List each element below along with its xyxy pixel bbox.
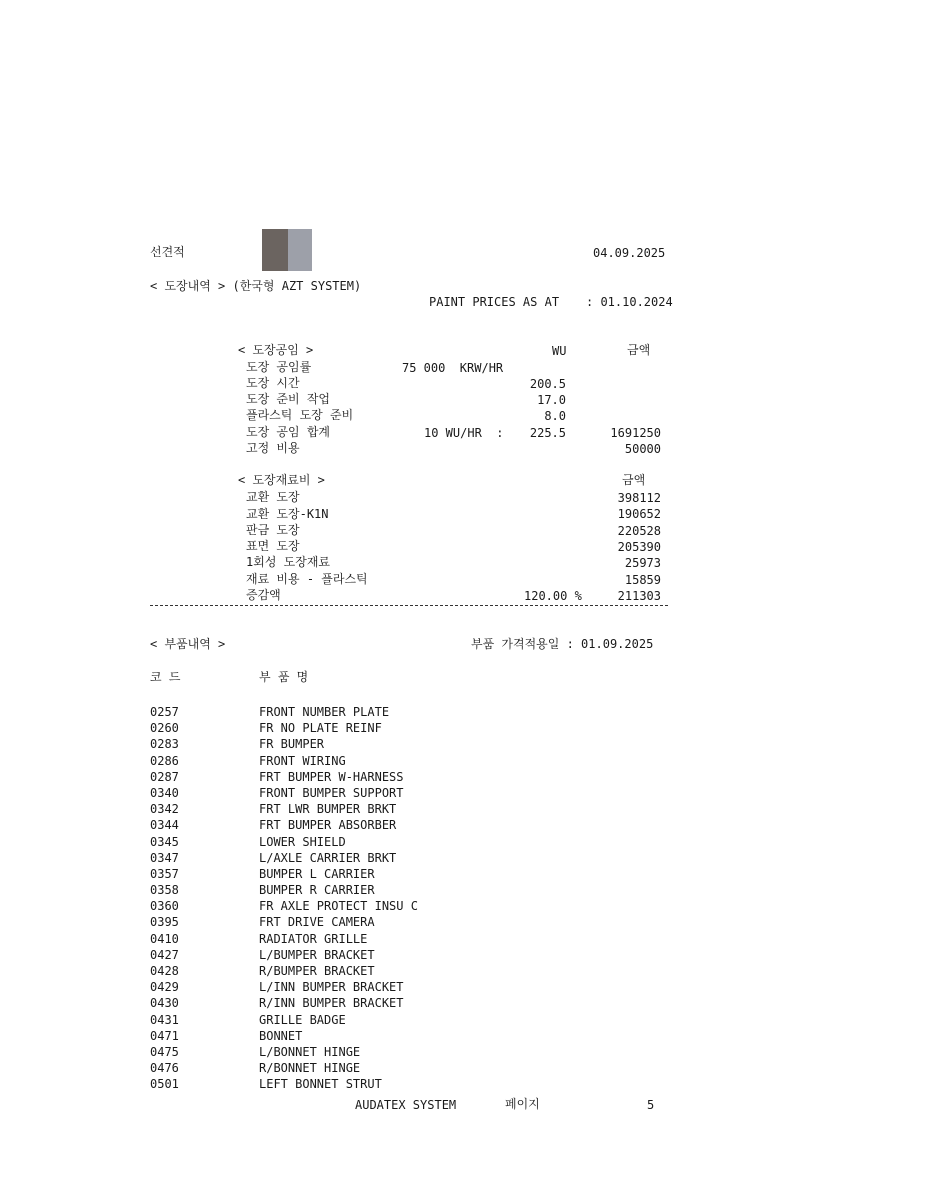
part-name: BONNET xyxy=(259,1028,303,1043)
labor-fixed-label: 고정 비용 xyxy=(246,441,300,455)
adjust-amount: 211303 xyxy=(617,589,661,603)
adjust-label: 증감액 xyxy=(246,588,281,602)
paint-section-heading: < 도장내역 > (한국형 AZT SYSTEM) xyxy=(150,279,362,293)
labor-rate-label: 도장 공임률 xyxy=(246,360,312,374)
footer-page-label: 페이지 xyxy=(505,1097,540,1111)
part-code: 0395 xyxy=(150,915,179,930)
part-name: FRONT WIRING xyxy=(259,753,346,768)
paint-prices-label: PAINT PRICES AS AT xyxy=(429,295,560,309)
table-row xyxy=(150,753,550,769)
table-row xyxy=(150,817,550,833)
part-name: L/BONNET HINGE xyxy=(259,1044,361,1059)
material-label: 교환 도장-K1N xyxy=(246,507,329,521)
labor-rate-value: 75 000 KRW/HR xyxy=(402,361,504,375)
table-row xyxy=(150,769,550,785)
part-code: 0342 xyxy=(150,802,179,817)
materials-heading: < 도장재료비 > xyxy=(238,473,325,487)
parts-heading: < 부품내역 > xyxy=(150,637,226,651)
table-row xyxy=(150,914,550,930)
part-code: 0475 xyxy=(150,1044,179,1059)
part-code: 0428 xyxy=(150,964,179,978)
part-name: LEFT BONNET STRUT xyxy=(259,1077,382,1092)
parts-table xyxy=(150,704,550,1093)
table-row xyxy=(150,1060,550,1076)
part-name: FRONT BUMPER SUPPORT xyxy=(259,785,404,800)
table-row xyxy=(150,704,550,720)
part-name: BUMPER L CARRIER xyxy=(259,866,375,881)
material-label: 표면 도장 xyxy=(246,539,300,553)
part-name: FRT BUMPER W-HARNESS xyxy=(259,769,404,784)
part-code: 0431 xyxy=(150,1012,179,1027)
labor-col-wu: WU xyxy=(552,344,567,358)
part-code: 0283 xyxy=(150,737,179,752)
table-row xyxy=(150,947,550,963)
material-amount: 15859 xyxy=(624,573,661,587)
table-row xyxy=(150,801,550,817)
material-amount: 205390 xyxy=(617,540,661,554)
redacted-block-right xyxy=(288,229,312,271)
labor-plastic-wu: 8.0 xyxy=(544,409,566,423)
material-amount: 398112 xyxy=(617,491,661,505)
part-name: FRONT NUMBER PLATE xyxy=(259,705,390,719)
labor-time-label: 도장 시간 xyxy=(246,376,300,390)
labor-total-amount: 1691250 xyxy=(610,426,661,440)
part-code: 0357 xyxy=(150,866,179,881)
part-name: L/BUMPER BRACKET xyxy=(259,947,375,962)
part-name: BUMPER R CARRIER xyxy=(259,883,375,898)
part-code: 0501 xyxy=(150,1077,179,1092)
labor-total-label: 도장 공임 합계 xyxy=(246,425,331,439)
document-title: 선견적 xyxy=(150,245,185,259)
part-name: LOWER SHIELD xyxy=(259,834,346,849)
part-code: 0430 xyxy=(150,996,179,1011)
table-row xyxy=(150,882,550,898)
part-name: R/BONNET HINGE xyxy=(259,1061,361,1076)
part-name: RADIATOR GRILLE xyxy=(259,931,368,946)
labor-total-wu: 225.5 xyxy=(529,426,566,440)
table-row xyxy=(150,898,550,914)
table-row xyxy=(150,1028,550,1044)
part-code: 0344 xyxy=(150,818,179,833)
part-code: 0429 xyxy=(150,980,179,995)
table-row xyxy=(150,834,550,850)
part-name: FRT LWR BUMPER BRKT xyxy=(259,802,397,817)
table-row xyxy=(150,1044,550,1060)
part-code: 0358 xyxy=(150,883,179,898)
labor-prep-wu: 17.0 xyxy=(537,393,566,407)
labor-col-amount: 금액 xyxy=(627,343,651,357)
material-amount: 190652 xyxy=(617,507,661,521)
parts-price-date: 부품 가격적용일 : 01.09.2025 xyxy=(471,637,654,651)
table-row xyxy=(150,963,550,979)
part-code: 0410 xyxy=(150,931,179,946)
parts-col-code: 코 드 xyxy=(150,670,181,684)
redacted-block xyxy=(262,229,312,271)
part-code: 0286 xyxy=(150,753,179,768)
table-row xyxy=(150,979,550,995)
part-name: FR AXLE PROTECT INSU C xyxy=(259,899,418,914)
part-code: 0345 xyxy=(150,834,179,849)
table-row xyxy=(150,720,550,736)
part-name: GRILLE BADGE xyxy=(259,1012,346,1027)
footer-system: AUDATEX SYSTEM xyxy=(355,1098,457,1112)
part-name: FRT DRIVE CAMERA xyxy=(259,915,375,930)
table-row xyxy=(150,850,550,866)
part-code: 0257 xyxy=(150,705,179,719)
part-name: FRT BUMPER ABSORBER xyxy=(259,818,397,833)
material-label: 판금 도장 xyxy=(246,523,300,537)
labor-prep-label: 도장 준비 작업 xyxy=(246,392,331,406)
part-code: 0260 xyxy=(150,721,179,736)
labor-plastic-label: 플라스틱 도장 준비 xyxy=(246,408,354,422)
material-amount: 220528 xyxy=(617,524,661,538)
material-label: 1회성 도장재료 xyxy=(246,555,331,569)
part-name: L/AXLE CARRIER BRKT xyxy=(259,850,397,865)
table-row xyxy=(150,785,550,801)
table-row xyxy=(150,931,550,947)
table-row xyxy=(150,995,550,1011)
part-code: 0471 xyxy=(150,1028,179,1043)
redacted-block-left xyxy=(262,229,288,271)
labor-fixed-amount: 50000 xyxy=(624,442,661,456)
part-code: 0476 xyxy=(150,1061,179,1076)
table-row xyxy=(150,1076,550,1092)
part-name: R/BUMPER BRACKET xyxy=(259,964,375,978)
table-row xyxy=(150,736,550,752)
part-code: 0427 xyxy=(150,947,179,962)
labor-heading: < 도장공임 > xyxy=(238,343,314,357)
part-code: 0347 xyxy=(150,850,179,865)
part-name: FR BUMPER xyxy=(259,737,325,752)
labor-time-wu: 200.5 xyxy=(529,377,566,391)
part-code: 0360 xyxy=(150,899,179,914)
material-label: 교환 도장 xyxy=(246,490,300,504)
parts-col-name: 부 품 명 xyxy=(259,670,309,684)
table-row xyxy=(150,866,550,882)
material-label: 재료 비용 - 플라스틱 xyxy=(246,572,368,586)
adjust-percent: 120.00 % xyxy=(524,589,582,603)
table-row xyxy=(150,1012,550,1028)
paint-prices-date: : 01.10.2024 xyxy=(586,295,673,309)
document-date: 04.09.2025 xyxy=(593,246,666,260)
part-name: R/INN BUMPER BRACKET xyxy=(259,996,404,1011)
section-divider xyxy=(150,605,668,606)
part-name: FR NO PLATE REINF xyxy=(259,721,382,736)
part-code: 0340 xyxy=(150,785,179,800)
part-name: L/INN BUMPER BRACKET xyxy=(259,980,404,995)
footer-page-number: 5 xyxy=(647,1098,655,1112)
materials-col-amount: 금액 xyxy=(622,473,646,487)
part-code: 0287 xyxy=(150,769,179,784)
material-amount: 25973 xyxy=(624,556,661,570)
labor-total-rate: 10 WU/HR : xyxy=(424,426,504,440)
